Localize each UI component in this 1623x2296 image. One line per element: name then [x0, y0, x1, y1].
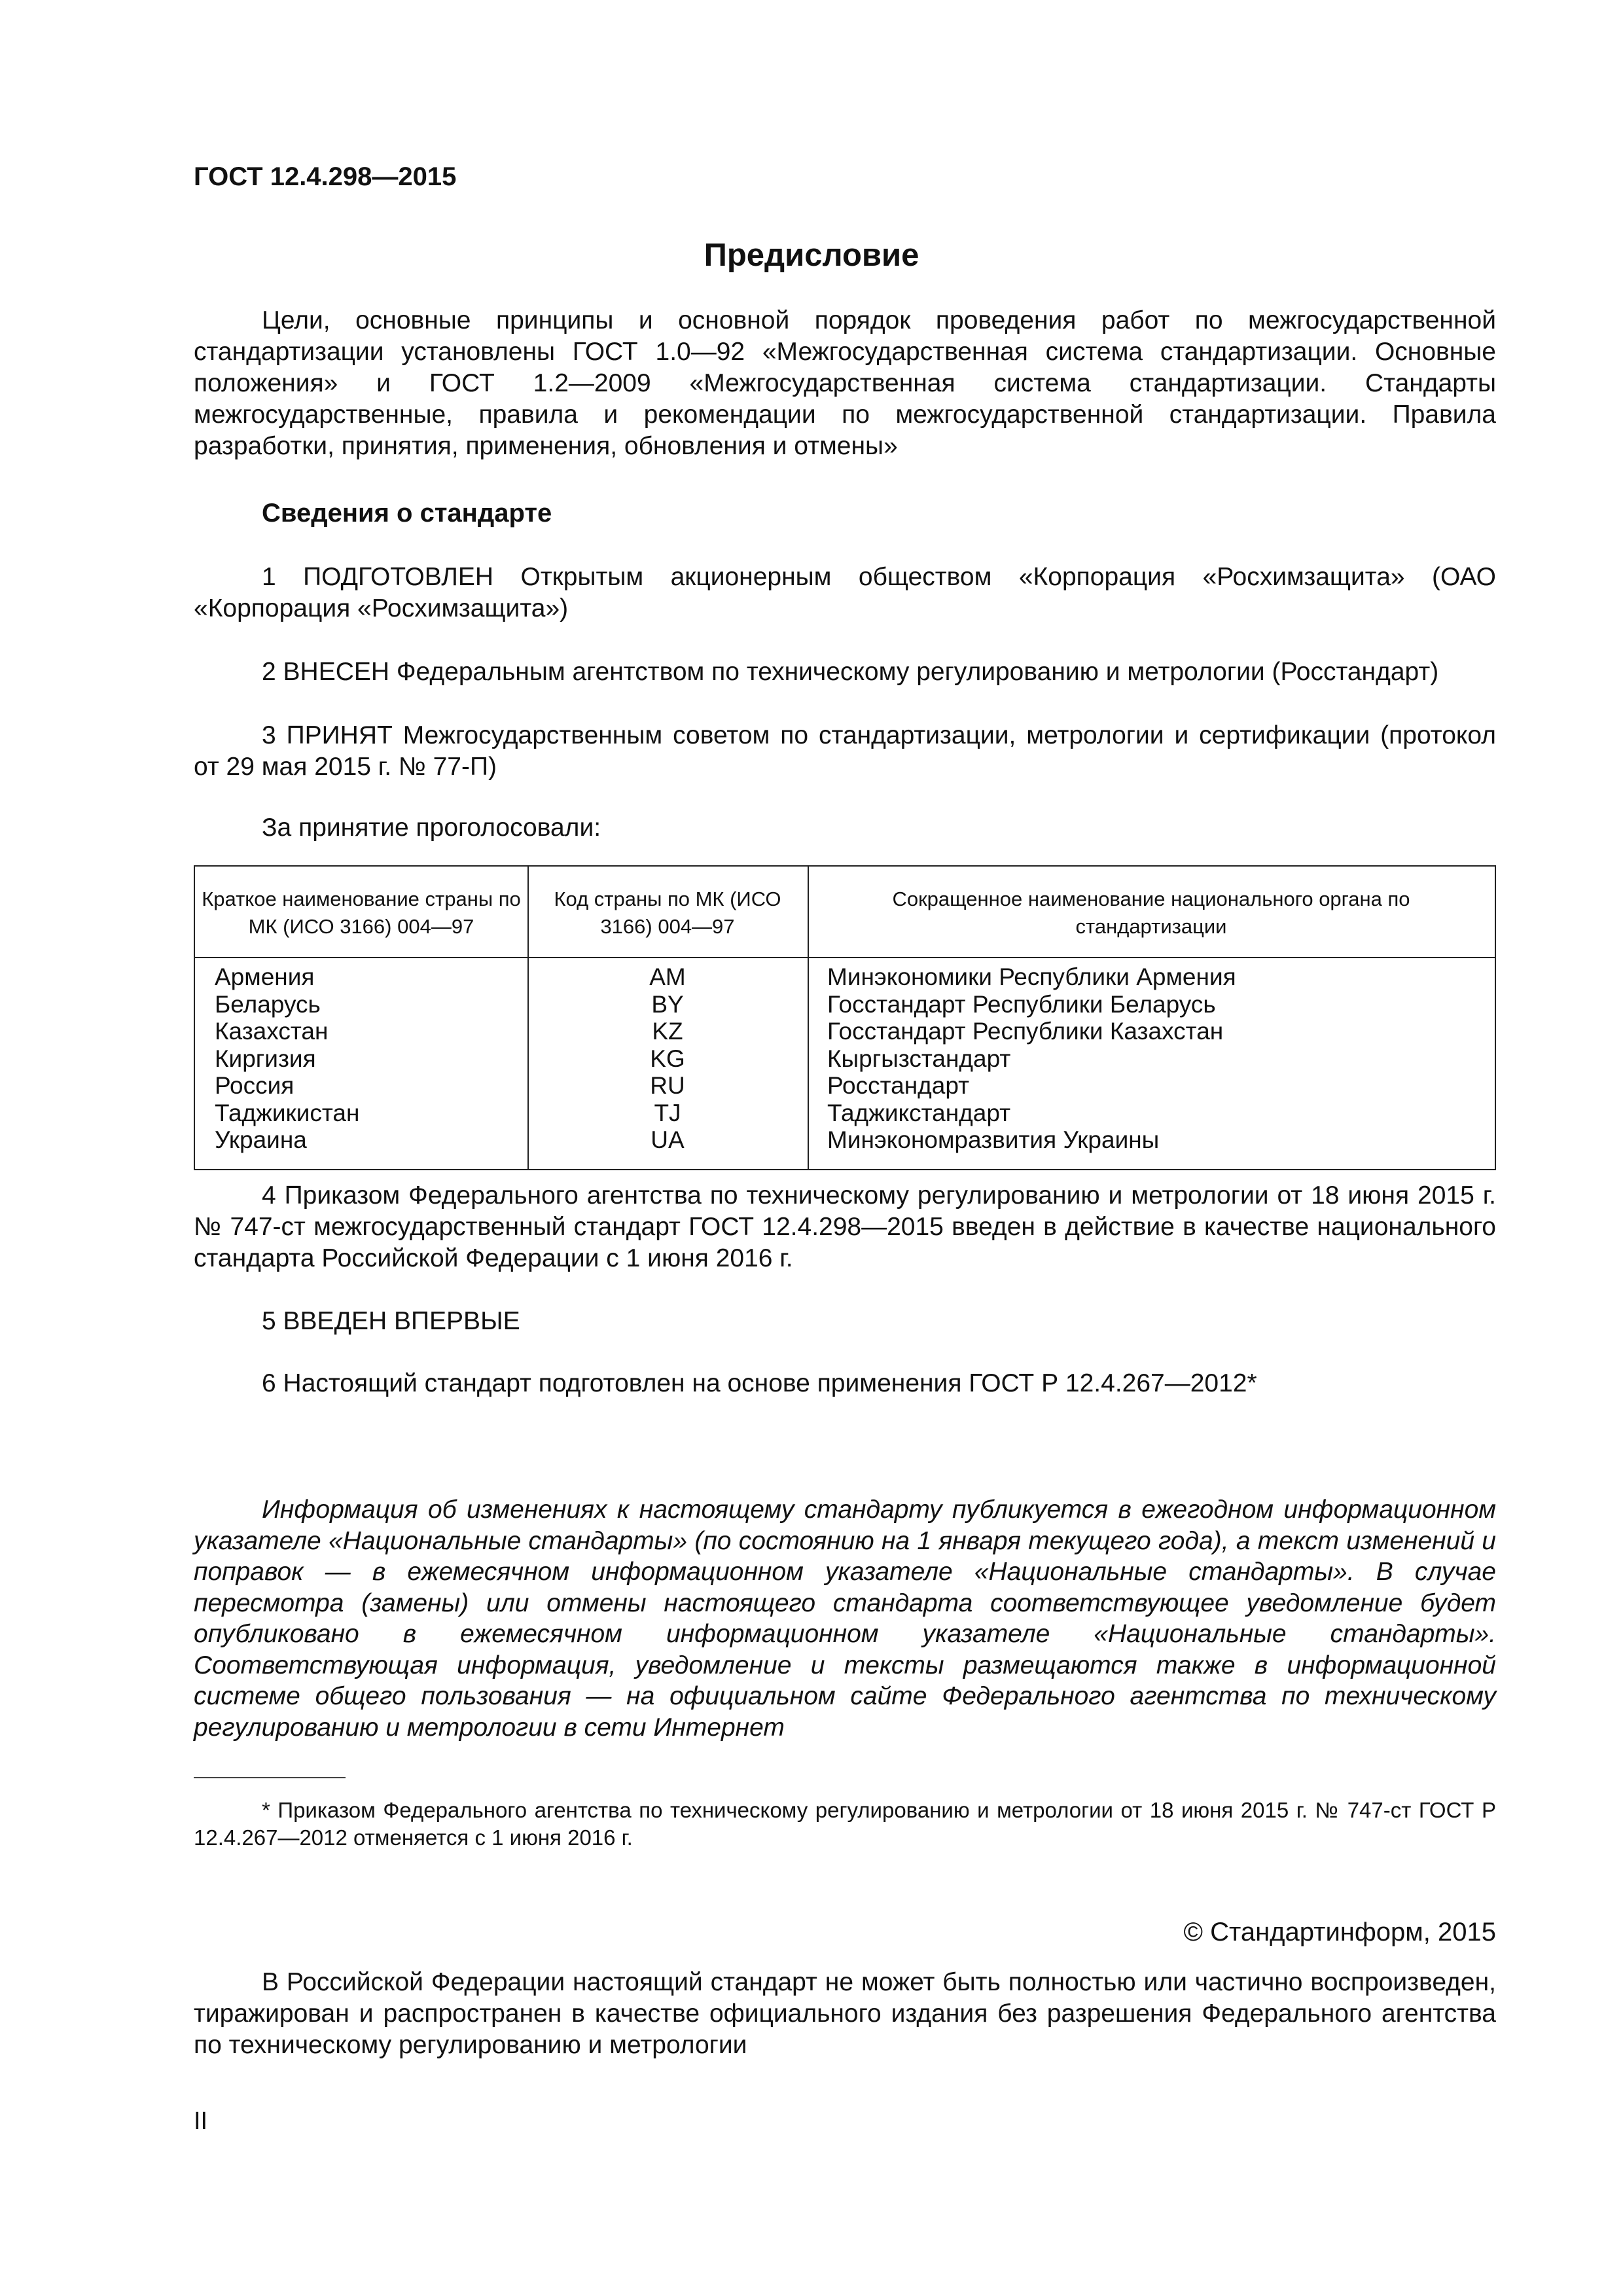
reproduction-notice: В Российской Федерации настоящий стандарт не может быть полностью или частично воспроизведен, тиражирован и распространен в качестве официального издания без разрешения Федерального агентства по техническому регулированию и метрологии [194, 1968, 1496, 2059]
standard-code-header: ГОСТ 12.4.298—2015 [194, 162, 457, 191]
footnote: * Приказом Федерального агентства по техническому регулированию и метрологии от 18 июня 2015 г. № 747-ст ГОСТ Р 12.4.267—2012 отменяется с 1 июня 2016 г. [194, 1798, 1496, 1850]
table-cell-country: Украина [215, 1126, 307, 1153]
table-cell-body: Росстандарт [827, 1072, 970, 1099]
item-5: 5 ВВЕДЕН ВПЕРВЫЕ [262, 1307, 520, 1335]
table-cell-body: Кыргызстандарт [827, 1045, 1011, 1072]
table-cell-country: Россия [215, 1072, 294, 1099]
table-cell-country: Беларусь [215, 990, 321, 1018]
item-2: 2 ВНЕСЕН Федеральным агентством по техническому регулированию и метрологии (Росстандарт) [262, 658, 1439, 686]
table-cell-body: Таджикстандарт [827, 1099, 1011, 1126]
page-number: II [194, 2108, 208, 2135]
table-header-code: Код страны по МК (ИСО 3166) 004—97 [554, 888, 781, 938]
amendments-notice: Информация об изменениях к настоящему стандарту публикуется в ежегодном информационном указателе «Национальные стандарты» (по состоянию на 1 января текущего года), а текст изменений и поправок — в ежемесячном информационном указателе «Национальные стандарты». В случае пересмотра (замены) или отмены настоящего стандарта соответствующее уведомление будет опубликовано в ежемесячном информационном указателе «Национальные стандарты». Соответствующая информация, уведомление и тексты размещаются также в информационной системе общего пользования — на официальном сайте Федерального агентства по техническому регулированию и метрологии в сети Интернет [194, 1496, 1496, 1742]
item-3: 3 ПРИНЯТ Межгосударственным советом по стандартизации, метрологии и сертификации (протокол от 29 мая 2015 г. № 77-П) [194, 721, 1496, 781]
body-column [827, 963, 1482, 1154]
table-cell-code: BY [651, 990, 684, 1018]
page-title: Предисловие [704, 238, 919, 273]
table-cell-code: UA [651, 1126, 685, 1153]
copyright: © Стандартинформ, 2015 [1183, 1918, 1496, 1946]
table-cell-country: Таджикистан [215, 1099, 360, 1126]
table-cell-code: RU [650, 1072, 685, 1099]
table-cell-body: Госстандарт Республики Беларусь [827, 990, 1216, 1018]
table-cell-country: Казахстан [215, 1018, 329, 1045]
item-4: 4 Приказом Федерального агентства по техническому регулированию и метрологии от 18 июня 2015 г. № 747-ст межгосударственный стандарт ГОСТ 12.4.298—2015 введен в действие в качестве национального стандарта Российской Федерации с 1 июня 2016 г. [194, 1181, 1496, 1272]
table-cell-country: Армения [215, 963, 315, 990]
item-1: 1 ПОДГОТОВЛЕН Открытым акционерным обществом «Корпорация «Росхимзащита» (ОАО «Корпорация «Росхимзащита») [194, 563, 1496, 622]
table-header-country: Краткое наименование страны по МК (ИСО 3166) 004—97 [202, 888, 521, 938]
voting-table [194, 865, 1496, 1170]
table-header-divider [195, 957, 1495, 958]
item-6: 6 Настоящий стандарт подготовлен на основе применения ГОСТ Р 12.4.267—2012* [262, 1369, 1257, 1397]
table-cell-code: KG [650, 1045, 685, 1072]
code-column [527, 963, 808, 1154]
vote-label: За принятие проголосовали: [262, 814, 601, 842]
footnote-separator [194, 1777, 346, 1778]
table-cell-body: Минэкономразвития Украины [827, 1126, 1160, 1153]
table-cell-country: Киргизия [215, 1045, 316, 1072]
intro-paragraph: Цели, основные принципы и основной порядок проведения работ по межгосударственной стандартизации установлены ГОСТ 1.0—92 «Межгосударственная система стандартизации. Основные положения» и ГОСТ 1.2—2009 «Межгосударственная система стандартизации. Стандарты межгосударственные, правила и рекомендации по межгосударственной стандартизации. Правила разработки, принятия, применения, обновления и отмены» [194, 306, 1496, 460]
country-column [215, 963, 522, 1154]
table-cell-code: KZ [652, 1018, 683, 1045]
table-header-body: Сокращенное наименование национального органа по стандартизации [892, 888, 1410, 938]
table-cell-code: AM [649, 963, 686, 990]
table-cell-code: TJ [654, 1099, 681, 1126]
section-heading: Сведения о стандарте [262, 499, 552, 528]
table-cell-body: Госстандарт Республики Казахстан [827, 1018, 1224, 1045]
table-cell-body: Минэкономики Республики Армения [827, 963, 1236, 990]
